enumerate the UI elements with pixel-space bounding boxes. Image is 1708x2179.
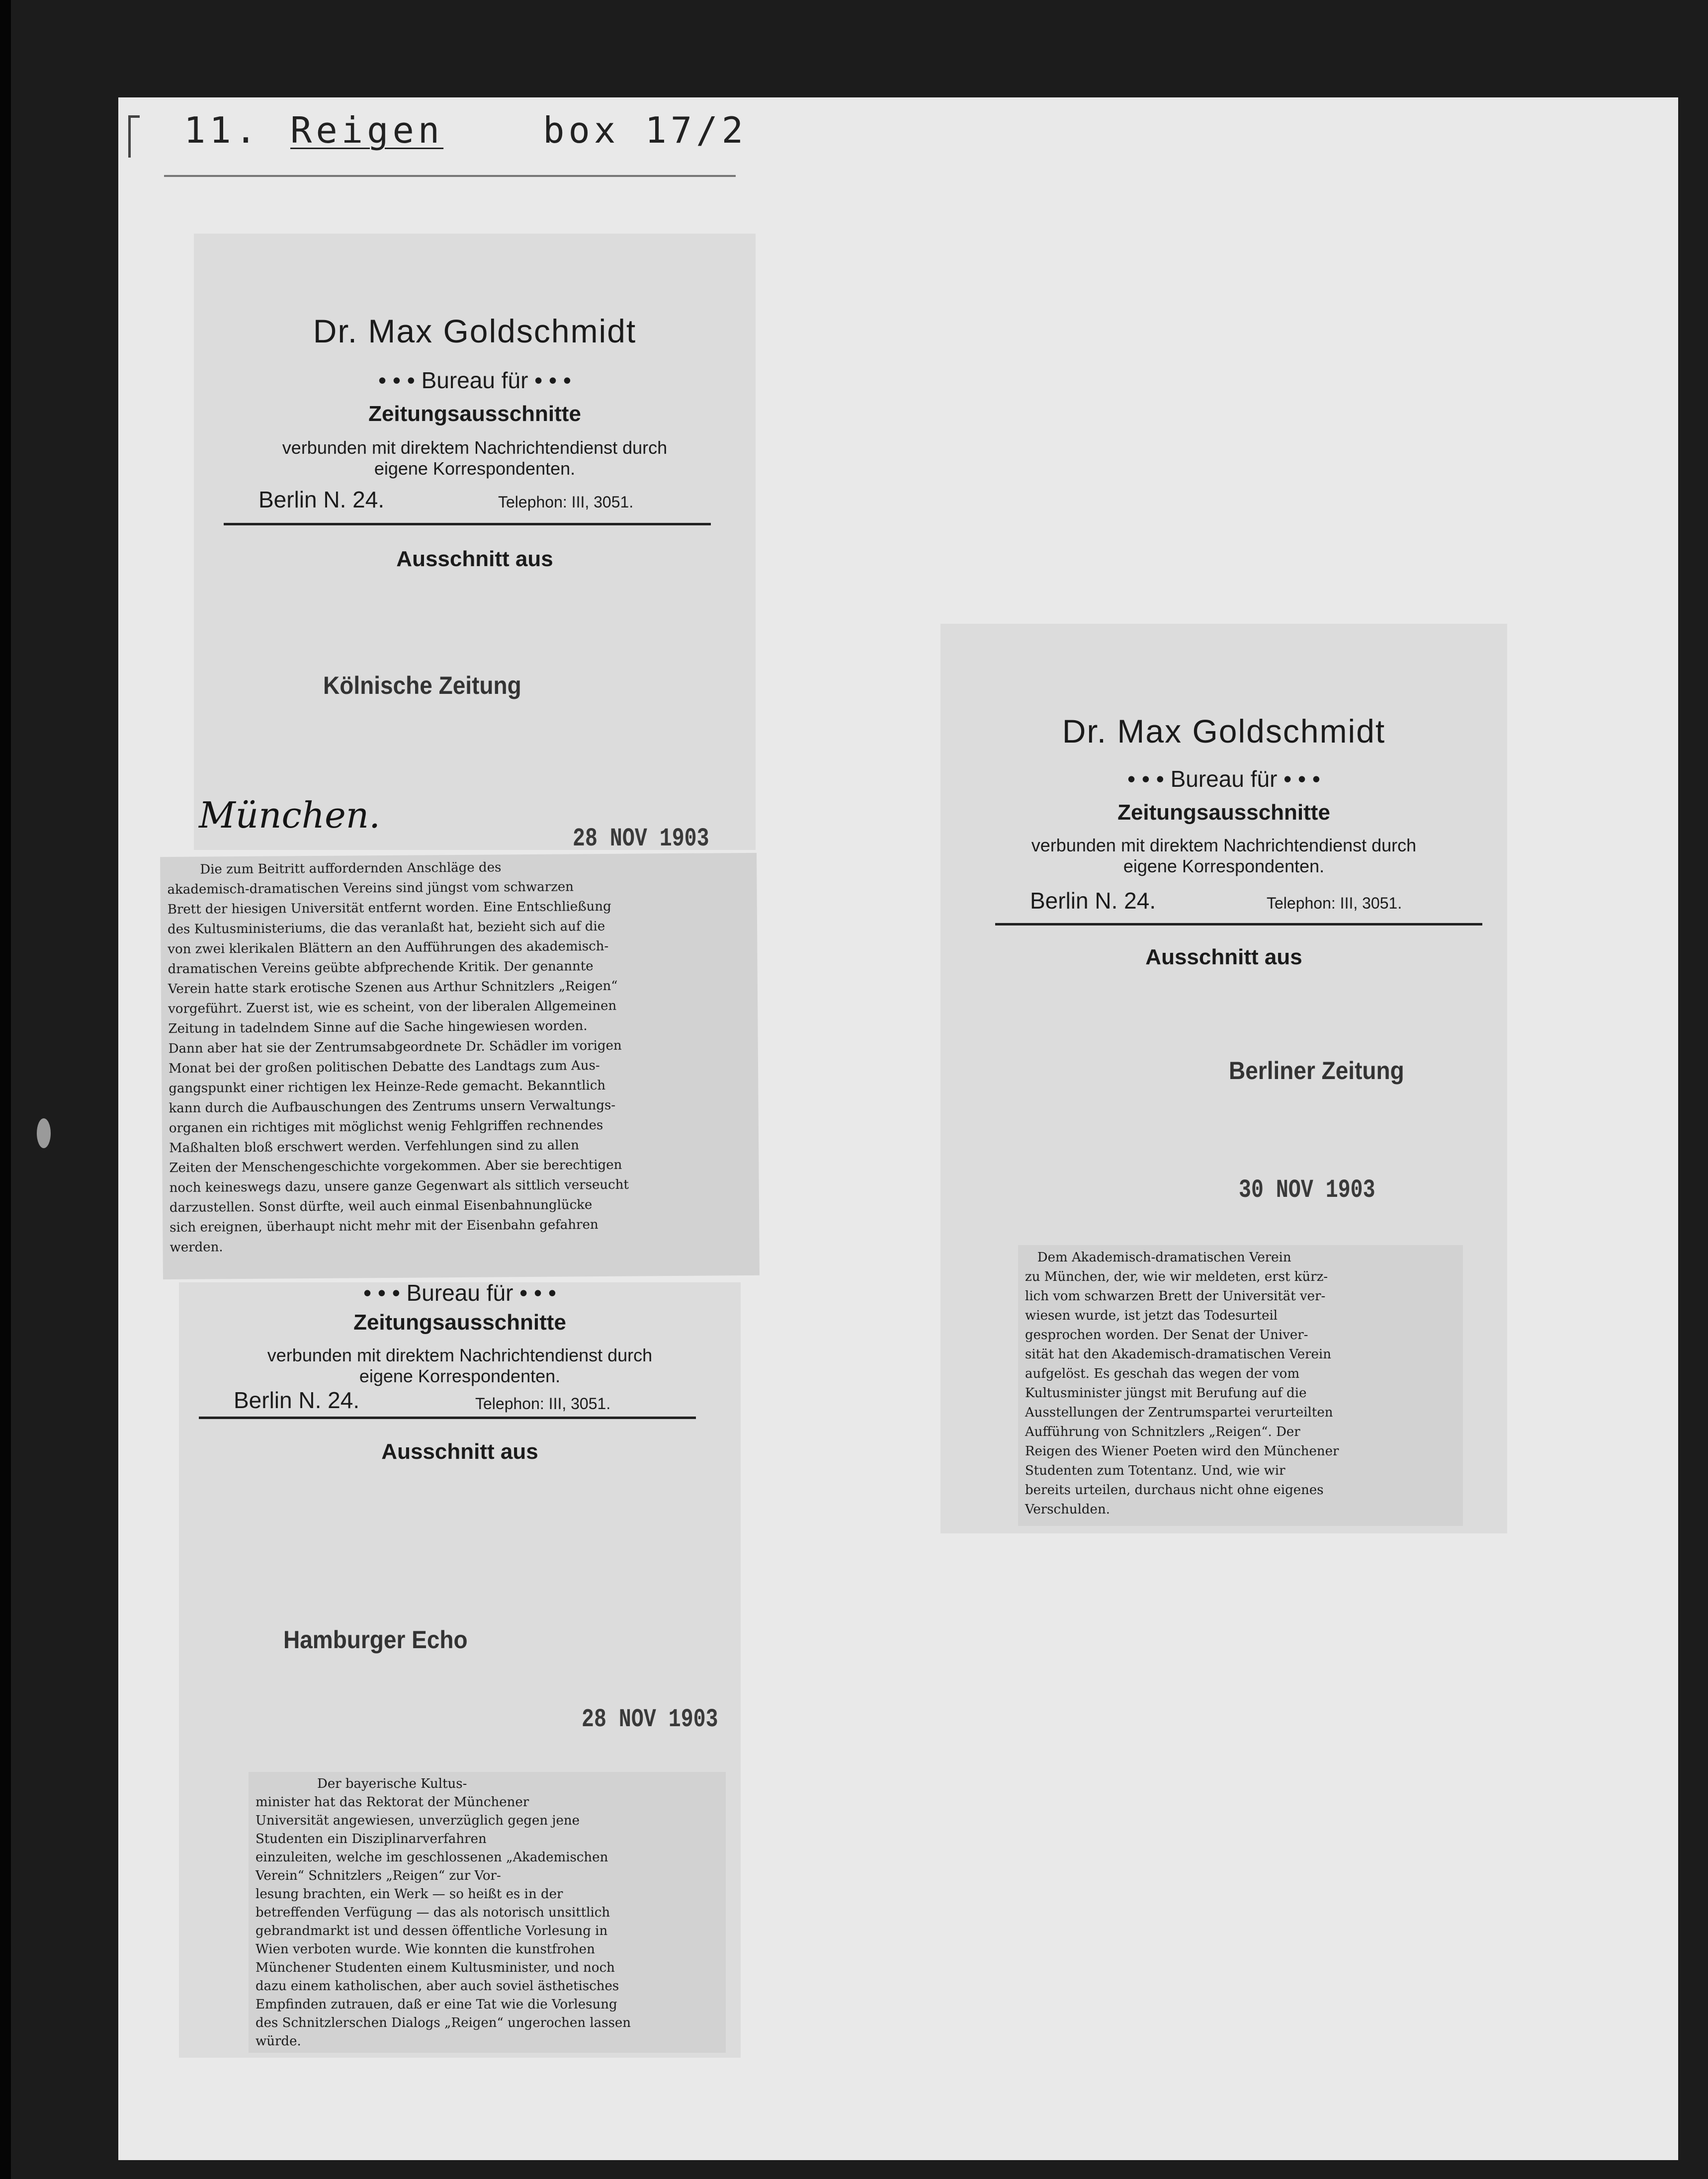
article-clipping-hamburger: Der bayerische Kultus- minister hat das Rektorat der Münchener Universität angewiesen, unverzüglich gegen jene Studenten ein Disziplinarverfahren einzuleiten, welche im geschlossenen „Akademischen Verein“ Schnitzlers „Reigen“ zur Vor- lesung brachten, ein Werk — so heißt es in der betreffenden Verfügung — das als notorisch unsittlich gebrandmarkt ist und dessen öffentliche Vorlesung in Wien verboten wurde. Wie konnten die kunstfrohen Münchener Studenten einem Kultusminister, und noch dazu einem katholischen, aber auch soviel ästhetisches Empfinden zutrauen, daß er eine Tat wie die Vorlesung des Schnitzlerschen Dialogs „Reigen“ ungerochen lassen würde. [249,1772,726,2053]
bureau-city: Berlin N. 24. [258,487,385,512]
bureau-telephone: Telephon: III, 3051. [498,493,634,511]
card-rule [199,1417,696,1419]
article-clipping-berliner: Dem Akademisch-dramatischen Verein zu München, der, wie wir meldeten, erst kürz- lich vom schwarzen Brett der Universität ver- wiesen wurde, ist jetzt das Todesurteil gesprochen worden. Der Senat der Univer- sität hat den Akademisch-dramatischen Verein aufgelöst. Es geschah das wegen der vom Kultusminister jüngst mit Berufung auf die Ausstellungen der Zentrumspartei verurteilten Aufführung von Schnitzlers „Reigen“. Der Reigen des Wiener Poeten wird den Münchener Studenten zum Totentanz. Und, wie wir bereits urteilen, durchaus nicht ohne eigenes Verschulden. [1018,1245,1463,1526]
newspaper-stamp: Hamburger Echo [283,1626,468,1654]
date-stamp: 30 NOV 1903 [1239,1175,1375,1205]
service-line-1: verbunden mit direktem Nachrichtendienst durch [267,1345,653,1365]
ausschnitt-label: Ausschnitt aus [1145,945,1302,969]
newspaper-stamp: Kölnische Zeitung [323,671,521,699]
bureau-label: • • • Bureau für • • • [1127,766,1321,792]
service-line-2: eigene Korrespondenten. [1123,856,1325,876]
bureau-label: • • • Bureau für • • • [378,367,572,393]
hole-mark [37,1118,51,1148]
service-line-2: eigene Korrespondenten. [374,458,576,479]
date-stamp: 28 NOV 1903 [582,1705,718,1734]
folder-header [184,109,747,151]
card-rule [224,523,711,525]
service-line-2: eigene Korrespondenten. [359,1366,561,1386]
service-label: Zeitungsausschnitte [1117,800,1330,825]
bureau-label: • • • Bureau für • • • [363,1282,557,1306]
service-line-1: verbunden mit direktem Nachrichtendienst durch [282,437,668,458]
bureau-city: Berlin N. 24. [1030,888,1156,914]
corner-bracket [128,115,140,158]
date-stamp: 28 NOV 1903 [573,824,709,850]
bureau-telephone: Telephon: III, 3051. [1267,894,1402,912]
bureau-city: Berlin N. 24. [234,1387,360,1413]
card-rule [995,923,1482,925]
newspaper-stamp: Berliner Zeitung [1229,1057,1404,1085]
bureau-telephone: Telephon: III, 3051. [475,1395,611,1413]
article-clipping-koelnische: Die zum Beitritt auffordernden Anschläge des akademisch-dramatischen Vereins sind jüngst vom schwarzen Brett der hiesigen Universität entfernt worden. Eine Entschließung des Kultusministeriums, die das veranlaßt hat, bezieht sich auf die von zwei klerikalen Blättern an den Aufführungen des akademisch- dramatischen Vereins geübte abfprechende Kritik. Der genannte Verein hatte stark erotische Szenen aus Arthur Schnitzlers „Reigen“ vorgeführt. Zuerst ist, wie es scheint, von der liberalen Allgemeinen Zeitung in tadelndem Sinne auf die Sache hingewiesen worden. Dann aber hat sie der Zentrumsabgeordnete Dr. Schädler im vorigen Monat bei der großen politischen Debatte des Landtags zum Aus- gangspunkt einer richtigen lex Heinze-Rede gemacht. Bekanntlich kann durch die Aufbauschungen des Zentrums unsern Verwaltungs- organen ein richtiges mit möglichst wenig Fehlgriffen rechnendes Maßhalten bloß erschwert werden. Verfehlungen sind zu allen Zeiten der Menschengeschichte vorgekommen. Aber sie berechtigen noch keineswegs dazu, unsere ganze Gegenwart als sittlich verseucht darzustellen. Sonst dürfte, weil auch einmal Eisenbahnunglücke sich ereignen, überhaupt nicht mehr mit der Eisenbahn gefahren werden. [160,853,760,1279]
service-line-1: verbunden mit direktem Nachrichtendienst durch [1031,835,1417,855]
scan-border [0,0,11,2179]
bureau-name: Dr. Max Goldschmidt [313,313,637,349]
folder-number: 11. [184,109,261,151]
handwritten-city: München. [199,794,381,836]
service-label: Zeitungsausschnitte [353,1310,566,1335]
ausschnitt-label: Ausschnitt aus [381,1439,538,1464]
box-label: box 17/2 [543,109,747,151]
ausschnitt-label: Ausschnitt aus [396,547,553,571]
header-rule [164,175,736,177]
bureau-name: Dr. Max Goldschmidt [1062,713,1386,750]
clipping-card-koelnische [194,234,756,850]
folder-title: Reigen [290,109,444,151]
service-label: Zeitungsausschnitte [368,402,581,426]
